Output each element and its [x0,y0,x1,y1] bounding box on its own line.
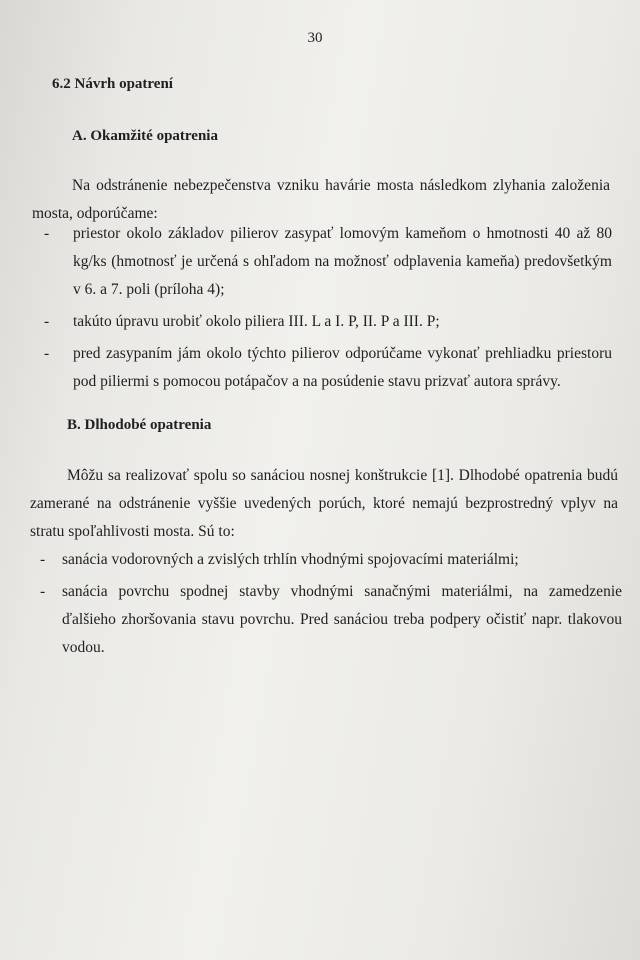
subsection-a-title: A. Okamžité opatrenia [72,128,218,144]
list-item [44,340,612,396]
list-item-text: takúto úpravu urobiť okolo piliera III. L a I. P, II. P a III. P; [73,313,440,330]
list-item-text: sanácia vodorovných a zvislých trhlín vhodnými spojovacími materiálmi; [62,551,519,568]
bullet-dash: - [44,345,50,362]
list-item [44,308,612,336]
subsection-b-intro: Môžu sa realizovať spolu so sanáciou nosnej konštrukcie [1]. Dlhodobé opatrenia budú zamerané na odstránenie vyššie uvedených porúch, ktoré nemajú bezprostredný vplyv na stratu spoľahlivosti mosta. Sú to: [30,467,618,540]
page-number: 30 [307,30,323,46]
list-item [44,220,612,304]
bullet-dash: - [40,551,46,568]
list-item [40,578,622,662]
subsection-a-intro: Na odstránenie nebezpečenstva vzniku havárie mosta následkom zlyhania založenia mosta, odporúčame: [32,177,610,222]
list-item-text: priestor okolo základov pilierov zasypať lomovým kameňom o hmotnosti 40 až 80 kg/ks (hmotnosť je určená s ohľadom na možnosť odplavenia kameňa) predovšetkým v 6. a 7. poli (príloha 4); [73,225,612,298]
list-item-text: pred zasypaním jám okolo týchto pilierov odporúčame vykonať prehliadku priestoru pod piliermi s pomocou potápačov a na posúdenie stavu prizvať autora správy. [73,345,612,390]
subsection-b-list [40,546,622,666]
list-item [40,546,622,574]
bullet-dash: - [40,583,46,600]
list-item-text: sanácia povrchu spodnej stavby vhodnými sanačnými materiálmi, na zamedzenie ďalšieho zhoršovania stavu povrchu. Pred sanáciou treba podpery očistiť napr. tlakovou vodou. [62,583,622,656]
subsection-a-list [44,220,612,400]
bullet-dash: - [44,313,50,330]
section-title: 6.2 Návrh opatrení [52,76,173,92]
bullet-dash: - [44,225,50,242]
subsection-b-title: B. Dlhodobé opatrenia [67,417,212,433]
